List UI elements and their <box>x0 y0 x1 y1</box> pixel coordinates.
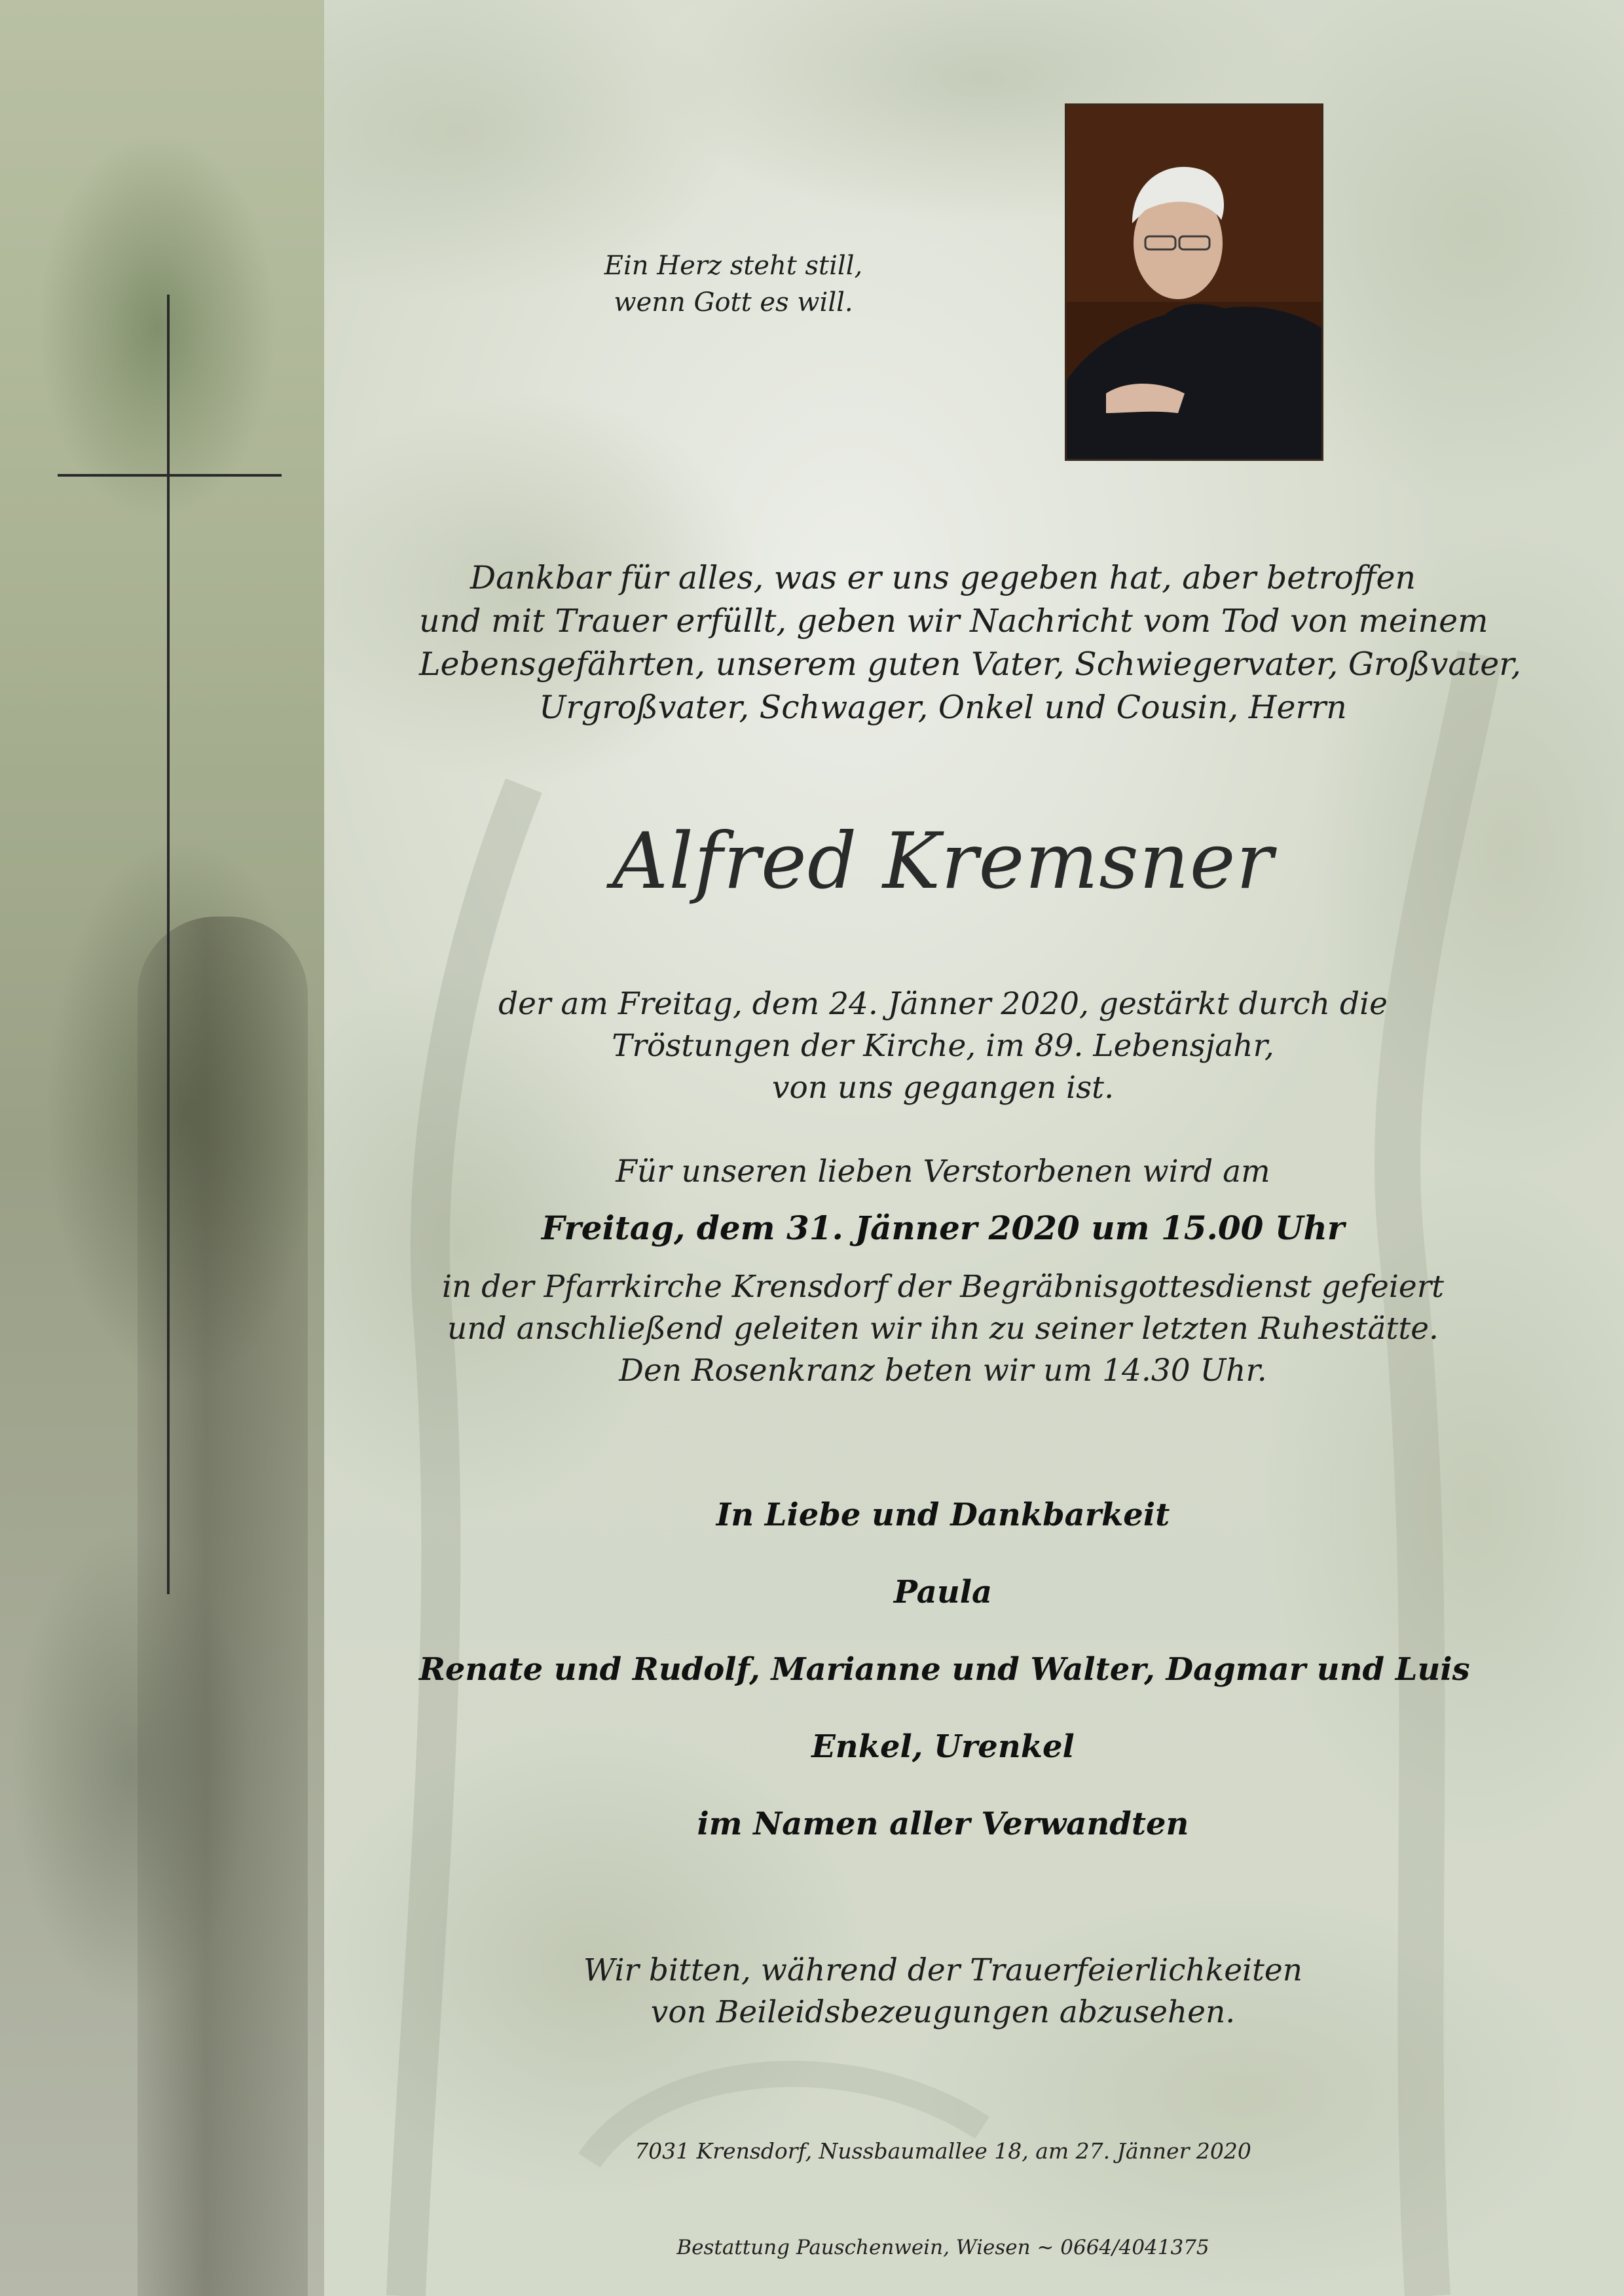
service-detail-line: in der Pfarrkirche Krensdorf der Begräbnisgottesdienst gefeiert <box>441 1269 1445 1305</box>
motto-line: Ein Herz steht still, <box>604 251 863 281</box>
deceased-name: Alfred Kremsner <box>612 816 1274 906</box>
mourners-heading: In Liebe und Dankbarkeit <box>716 1497 1170 1533</box>
death-notice-line: der am Freitag, dem 24. Jänner 2020, gestärkt durch die <box>498 986 1388 1022</box>
intro-line: und mit Trauer erfüllt, geben wir Nachricht vom Tod von meinem <box>419 602 1488 640</box>
mourner-partner: Paula <box>893 1574 993 1611</box>
service-lead: Für unseren lieben Verstorbenen wird am <box>616 1154 1270 1190</box>
request-line: Wir bitten, während der Trauerfeierlichkeiten <box>583 1952 1303 1988</box>
death-notice <box>419 983 1467 1109</box>
left-tree-band <box>0 0 324 2296</box>
place-and-date: 7031 Krensdorf, Nussbaumallee 18, am 27. Jänner 2020 <box>635 2138 1251 2164</box>
intro-line: Urgroßvater, Schwager, Onkel und Cousin, Herrn <box>539 689 1347 726</box>
funeral-home-footer: Bestattung Pauschenwein, Wiesen ~ 0664/4041375 <box>676 2236 1209 2259</box>
intro-line: Dankbar für alles, was er uns gegeben hat, aber betroffen <box>470 559 1416 596</box>
mourners-list <box>419 1491 1470 1878</box>
condolence-request <box>419 1950 1467 2033</box>
mourner-children: Renate und Rudolf, Marianne und Walter, Dagmar und Luis <box>419 1651 1470 1688</box>
cross-vertical-beam <box>167 295 170 1594</box>
portrait-image <box>1067 105 1321 459</box>
service-detail-line: Den Rosenkranz beten wir um 14.30 Uhr. <box>619 1353 1267 1389</box>
intro-line: Lebensgefährten, unserem guten Vater, Schwiegervater, Großvater, <box>419 646 1521 683</box>
service-detail-line: und anschließend geleiten wir ihn zu seiner letzten Ruhestätte. <box>447 1311 1439 1347</box>
motto-line: wenn Gott es will. <box>614 287 853 318</box>
mourner-relatives: im Namen aller Verwandten <box>697 1806 1189 1842</box>
service-details <box>419 1266 1467 1392</box>
request-line: von Beileidsbezeugungen abzusehen. <box>650 1994 1236 2030</box>
cross-horizontal-beam <box>58 474 282 477</box>
death-notice-line: Tröstungen der Kirche, im 89. Lebensjahr, <box>612 1028 1274 1064</box>
tree-trunk-decoration <box>138 917 308 2296</box>
service-date: Freitag, dem 31. Jänner 2020 um 15.00 Uhr <box>541 1209 1345 1247</box>
mourner-grandchildren: Enkel, Urenkel <box>811 1728 1075 1765</box>
motto <box>576 247 891 321</box>
death-notice-line: von uns gegangen ist. <box>771 1070 1115 1106</box>
portrait-photo <box>1065 103 1323 461</box>
intro-text <box>419 556 1521 729</box>
